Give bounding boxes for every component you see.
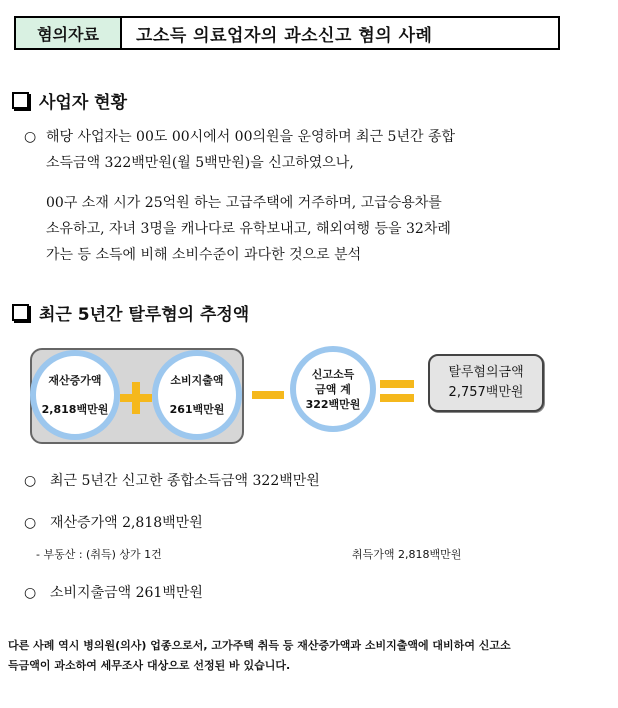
estimate-diagram (0, 340, 618, 460)
declared-income-value: 322백만원 (305, 397, 361, 411)
item-text: 소비지출금액 261백만원 (50, 585, 203, 601)
spending-value: 261백만원 (169, 403, 225, 416)
evasion-amount-value: 2,757백만원 (448, 385, 524, 400)
paragraph-line: 해당 사업자는 00도 00시에서 00의원을 운영하며 최근 5년간 종합 (46, 129, 456, 145)
business-description (24, 124, 568, 176)
section-heading-estimate (12, 300, 249, 325)
section-heading-business (12, 88, 127, 113)
bullet-icon: ○ (24, 515, 37, 531)
evasion-amount-label: 탈루혐의금액 (448, 365, 524, 380)
spending-label: 소비지출액 (170, 374, 224, 387)
bullet-icon: ○ (24, 129, 37, 145)
section-heading-label: 사업자 현황 (39, 93, 128, 113)
footer-line: 다른 사례 역시 병의원(의사) 업종으로서, 고가주택 취득 등 재산증가액과 소비지출액에 대비하여 신고소 (8, 639, 511, 652)
paragraph-line: 소유하고, 자녀 3명을 캐나다로 유학보내고, 해외여행 등을 32차례 (46, 221, 451, 237)
footer-note (8, 636, 612, 676)
item-text: 최근 5년간 신고한 종합소득금액 322백만원 (50, 473, 320, 489)
checkbox-icon (12, 304, 29, 321)
list-item (24, 512, 203, 532)
evasion-amount-box (428, 354, 544, 412)
section-heading-label: 최근 5년간 탈루혐의 추정액 (39, 305, 250, 325)
minus-icon (252, 388, 284, 402)
item-text: 재산증가액 2,818백만원 (50, 515, 203, 531)
list-item (24, 470, 320, 490)
title-box (14, 16, 560, 50)
footer-line: 득금액이 과소하여 세무조사 대상으로 선정된 바 있습니다. (8, 659, 291, 672)
list-item (24, 582, 203, 602)
paragraph-line: 가는 등 소득에 비해 소비수준이 과다한 것으로 분석 (46, 247, 362, 263)
checkbox-icon (12, 92, 29, 109)
declared-income-label: 금액 계 (315, 382, 351, 396)
sub-detail-right: 취득가액 2,818백만원 (352, 548, 462, 561)
document-tag: 혐의자료 (16, 18, 122, 48)
paragraph-line: 00구 소재 시가 25억원 하는 고급주택에 거주하며, 고급승용차를 (46, 195, 442, 211)
equals-icon (380, 378, 414, 404)
declared-income-circle (290, 346, 376, 432)
lifestyle-description (24, 190, 568, 268)
sub-detail (36, 546, 556, 562)
spending-circle (152, 350, 242, 440)
asset-increase-label: 재산증가액 (48, 374, 102, 387)
paragraph-line: 소득금액 322백만원(월 5백만원)을 신고하였으나, (46, 155, 354, 171)
plus-icon (118, 380, 154, 416)
declared-income-label: 신고소득 (311, 367, 355, 381)
sub-detail-left: - 부동산 : (취득) 상가 1건 (36, 548, 162, 561)
asset-increase-value: 2,818백만원 (41, 403, 109, 416)
document-title: 고소득 의료업자의 과소신고 혐의 사례 (136, 25, 433, 46)
bullet-icon: ○ (24, 473, 37, 489)
bullet-icon: ○ (24, 585, 37, 601)
asset-increase-circle (30, 350, 120, 440)
